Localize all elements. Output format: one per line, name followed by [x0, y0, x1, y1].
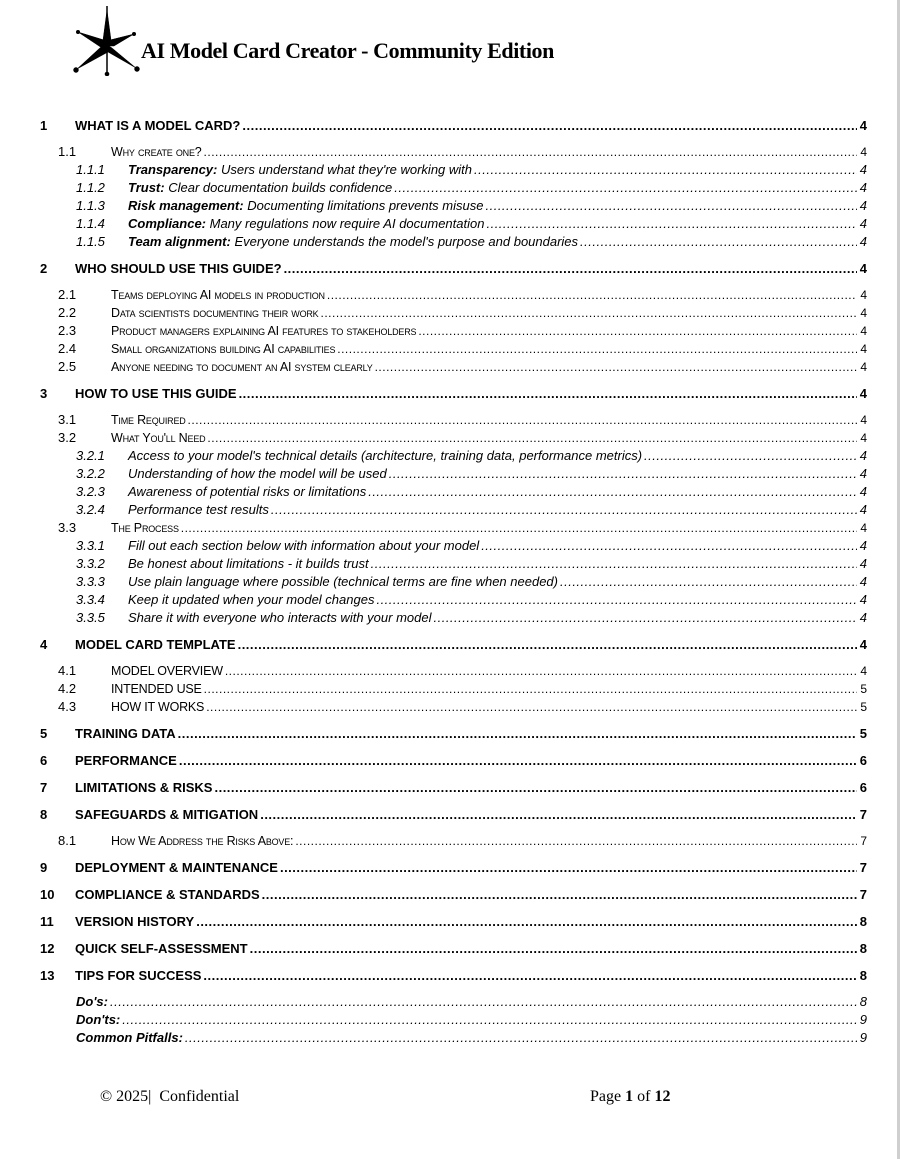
toc-entry-label: Risk management:: [128, 198, 244, 213]
toc-entry-number: 4.1: [58, 663, 77, 678]
toc-dot-leader: [262, 886, 857, 904]
toc-dot-leader: [375, 358, 857, 376]
toc-entry-label: Don'ts:: [76, 1012, 121, 1027]
toc-entry-title: [128, 215, 484, 233]
toc-entry-label: Common Pitfalls:: [76, 1030, 183, 1045]
toc-dot-leader: [481, 537, 857, 555]
toc-dot-leader: [280, 859, 857, 877]
toc-dot-leader: [371, 555, 857, 573]
toc-entry-number: 11: [40, 914, 54, 929]
toc-entry[interactable]: [40, 591, 867, 609]
toc-entry-number: 3: [40, 386, 48, 401]
page-total: 12: [654, 1088, 671, 1105]
toc-entry-number: 3.2.3: [76, 484, 105, 499]
toc-dot-leader: [250, 940, 857, 958]
toc-entry[interactable]: [40, 215, 867, 233]
toc-entry[interactable]: [40, 662, 867, 680]
toc-entry-title: [128, 501, 269, 519]
toc-entry[interactable]: [40, 197, 867, 215]
toc-entry[interactable]: [40, 537, 867, 555]
toc-entry-title: [76, 993, 108, 1011]
toc-dot-leader: [203, 967, 857, 985]
toc-entry[interactable]: [40, 680, 867, 698]
toc-entry-label: Do's:: [76, 994, 108, 1009]
toc-dot-leader: [238, 636, 857, 654]
toc-dot-leader: [368, 483, 857, 501]
toc-entry-text: Everyone understands the model's purpose and boundaries: [230, 234, 579, 249]
toc-entry-label: Team alignment:: [128, 234, 231, 249]
toc-entry-title: [76, 1011, 120, 1029]
toc-entry[interactable]: [40, 447, 867, 465]
toc-entry-text: Keep it updated when your model changes: [128, 592, 375, 607]
toc-entry-title: SAFEGUARDS & MITIGATION: [75, 807, 259, 822]
toc-entry-number: 2: [40, 261, 48, 276]
toc-entry-title: The Process: [111, 521, 179, 535]
toc-entry-title: How We Address the Risks Above:: [111, 834, 294, 848]
toc-dot-leader: [196, 913, 857, 931]
toc-page-number: 6: [859, 753, 867, 768]
toc-dot-leader: [389, 465, 857, 483]
table-of-contents: [40, 117, 867, 1047]
toc-entry-number: 4: [40, 637, 48, 652]
toc-entry-number: 3.3.2: [76, 556, 105, 571]
toc-page-number: 4: [859, 448, 867, 463]
toc-entry-title: TRAINING DATA: [75, 726, 176, 741]
toc-page-number: 4: [860, 360, 867, 374]
toc-entry[interactable]: [40, 698, 867, 716]
toc-page-number: 9: [859, 1030, 867, 1045]
toc-dot-leader: [337, 340, 857, 358]
toc-page-number: 4: [859, 592, 867, 607]
toc-entry-title: [76, 1029, 183, 1047]
toc-entry-title: Product managers explaining AI features to stakeholders: [111, 324, 417, 338]
toc-page-number: 8: [859, 941, 867, 956]
toc-page-number: 4: [860, 145, 867, 159]
toc-entry[interactable]: [40, 555, 867, 573]
toc-page-number: 5: [860, 700, 867, 714]
toc-entry-title: [128, 465, 387, 483]
toc-entry-title: PERFORMANCE: [75, 753, 177, 768]
toc-entry-number: 7: [40, 780, 48, 795]
toc-entry-number: 2.3: [58, 323, 77, 338]
toc-dot-leader: [486, 215, 857, 233]
toc-page-number: 4: [859, 502, 867, 517]
toc-entry[interactable]: [40, 725, 867, 743]
toc-entry-title: TIPS FOR SUCCESS: [75, 968, 202, 983]
toc-entry-title: WHAT IS A MODEL CARD?: [75, 118, 241, 133]
toc-entry-title: Anyone needing to document an AI system clearly: [111, 360, 373, 374]
toc-entry-title: [128, 179, 392, 197]
toc-entry-title: [128, 233, 578, 251]
toc-entry[interactable]: [40, 501, 867, 519]
toc-page-number: 9: [859, 1012, 867, 1027]
document-title: AI Model Card Creator - Community Edition: [141, 38, 554, 63]
toc-entry-title: Data scientists documenting their work: [111, 306, 319, 320]
toc-dot-leader: [260, 806, 857, 824]
toc-entry[interactable]: [40, 993, 867, 1011]
toc-page-number: 4: [860, 664, 867, 678]
toc-dot-leader: [321, 304, 858, 322]
toc-page-number: 4: [860, 342, 867, 356]
toc-entry-number: 4.2: [58, 681, 77, 696]
toc-entry-number: 6: [40, 753, 48, 768]
toc-entry-label: Compliance:: [128, 216, 207, 231]
toc-entry-number: 1.1.5: [76, 234, 105, 249]
toc-entry[interactable]: [40, 429, 867, 447]
toc-page-number: 5: [860, 682, 867, 696]
toc-entry-number: 3.2: [58, 430, 77, 445]
toc-entry-label: Transparency:: [128, 162, 218, 177]
toc-dot-leader: [122, 1011, 857, 1029]
toc-entry-number: 3.2.4: [76, 502, 105, 517]
toc-page-number: 4: [859, 180, 867, 195]
toc-page-number: 7: [859, 860, 867, 875]
toc-page-number: 7: [860, 834, 867, 848]
toc-entry[interactable]: [40, 967, 867, 985]
toc-dot-leader: [214, 779, 857, 797]
toc-dot-leader: [376, 591, 857, 609]
toc-dot-leader: [239, 385, 857, 403]
toc-entry-number: 10: [40, 887, 55, 902]
toc-entry[interactable]: [40, 179, 867, 197]
toc-entry[interactable]: [40, 913, 867, 931]
toc-entry-text: Users understand what they're working with: [217, 162, 473, 177]
toc-entry-title: VERSION HISTORY: [75, 914, 195, 929]
toc-entry-title: [128, 537, 479, 555]
toc-entry-title: [128, 447, 642, 465]
toc-page-number: 4: [860, 413, 867, 427]
toc-entry-title: DEPLOYMENT & MAINTENANCE: [75, 860, 278, 875]
toc-page-number: 4: [859, 261, 867, 276]
toc-entry[interactable]: [40, 779, 867, 797]
toc-entry-title: HOW IT WORKS: [111, 700, 205, 714]
toc-entry-text: Be honest about limitations - it builds trust: [128, 556, 369, 571]
toc-entry-number: 3.2.1: [76, 448, 105, 463]
toc-dot-leader: [271, 501, 857, 519]
toc-entry-title: Teams deploying AI models in production: [111, 288, 325, 302]
toc-entry-number: 2.4: [58, 341, 77, 356]
toc-entry-number: 12: [40, 941, 55, 956]
toc-entry-number: 1: [40, 118, 48, 133]
toc-entry-number: 2.2: [58, 305, 77, 320]
toc-entry-number: 8.1: [58, 833, 77, 848]
toc-entry[interactable]: [40, 358, 867, 376]
toc-entry-number: 3.3.4: [76, 592, 105, 607]
toc-page-number: 4: [859, 162, 867, 177]
compass-star-icon: [72, 4, 142, 76]
toc-page-number: 4: [859, 538, 867, 553]
toc-entry-number: 1.1: [58, 144, 77, 159]
toc-page-number: 7: [859, 887, 867, 902]
toc-entry-number: 5: [40, 726, 48, 741]
toc-dot-leader: [295, 832, 857, 850]
toc-entry[interactable]: [40, 260, 867, 278]
toc-entry-number: 3.1: [58, 412, 77, 427]
toc-entry[interactable]: [40, 465, 867, 483]
toc-entry-number: 8: [40, 807, 48, 822]
toc-entry[interactable]: [40, 940, 867, 958]
toc-page-number: 4: [859, 216, 867, 231]
toc-dot-leader: [225, 662, 857, 680]
toc-page-number: 4: [860, 288, 867, 302]
toc-entry-number: 3.3.3: [76, 574, 105, 589]
toc-dot-leader: [485, 197, 857, 215]
toc-entry-title: HOW TO USE THIS GUIDE: [75, 386, 237, 401]
toc-entry[interactable]: [40, 609, 867, 627]
toc-entry-title: [128, 197, 483, 215]
toc-entry[interactable]: [40, 161, 867, 179]
toc-entry[interactable]: [40, 806, 867, 824]
toc-page-number: 5: [859, 726, 867, 741]
toc-entry-number: 9: [40, 860, 48, 875]
toc-entry-title: [128, 573, 558, 591]
document-header: [72, 4, 632, 76]
toc-entry-title: [128, 609, 431, 627]
of-word: of: [637, 1088, 651, 1105]
toc-entry-title: QUICK SELF-ASSESSMENT: [75, 941, 248, 956]
toc-dot-leader: [474, 161, 857, 179]
toc-entry[interactable]: [40, 573, 867, 591]
toc-entry-text: Many regulations now require AI documentation: [206, 216, 485, 231]
toc-entry[interactable]: [40, 483, 867, 501]
toc-entry-text: Awareness of potential risks or limitations: [128, 484, 367, 499]
toc-entry-title: Time Required: [111, 413, 186, 427]
toc-entry-number: 1.1.1: [76, 162, 105, 177]
toc-dot-leader: [179, 752, 857, 770]
toc-dot-leader: [560, 573, 857, 591]
toc-entry-number: 1.1.2: [76, 180, 105, 195]
toc-entry-title: [128, 555, 369, 573]
confidential-label: Confidential: [159, 1088, 240, 1105]
toc-dot-leader: [206, 698, 857, 716]
toc-page-number: 4: [859, 574, 867, 589]
toc-entry[interactable]: [40, 117, 867, 135]
toc-entry[interactable]: [40, 886, 867, 904]
toc-entry-label: Trust:: [128, 180, 165, 195]
toc-entry[interactable]: [40, 752, 867, 770]
toc-entry-title: MODEL OVERVIEW: [111, 664, 223, 678]
toc-entry-title: WHO SHOULD USE THIS GUIDE?: [75, 261, 282, 276]
toc-entry[interactable]: [40, 304, 867, 322]
toc-dot-leader: [394, 179, 857, 197]
page-word: Page: [590, 1088, 622, 1105]
toc-dot-leader: [433, 609, 857, 627]
toc-entry-text: Share it with everyone who interacts with your model: [128, 610, 432, 625]
toc-entry[interactable]: [40, 411, 867, 429]
toc-page-number: 4: [859, 198, 867, 213]
toc-page-number: 4: [859, 556, 867, 571]
toc-dot-leader: [178, 725, 857, 743]
toc-entry-title: Why create one?: [111, 145, 202, 159]
toc-dot-leader: [204, 143, 857, 161]
toc-entry-text: Documenting limitations prevents misuse: [243, 198, 484, 213]
toc-page-number: 8: [859, 994, 867, 1009]
toc-entry-text: Use plain language where possible (technical terms are fine when needed): [128, 574, 558, 589]
toc-entry-number: 2.5: [58, 359, 77, 374]
toc-page-number: 4: [859, 234, 867, 249]
toc-dot-leader: [644, 447, 857, 465]
toc-entry[interactable]: [40, 322, 867, 340]
toc-entry[interactable]: [40, 143, 867, 161]
toc-entry[interactable]: [40, 233, 867, 251]
toc-entry-number: 3.2.2: [76, 466, 105, 481]
toc-entry-title: Small organizations building AI capabilities: [111, 342, 336, 356]
footer-left: [100, 1088, 239, 1106]
toc-page-number: 4: [859, 610, 867, 625]
toc-entry[interactable]: [40, 859, 867, 877]
toc-dot-leader: [284, 260, 857, 278]
toc-entry-number: 1.1.3: [76, 198, 105, 213]
toc-entry[interactable]: [40, 519, 867, 537]
page-current: 1: [625, 1088, 634, 1105]
toc-entry[interactable]: [40, 1029, 867, 1047]
toc-dot-leader: [204, 680, 857, 698]
toc-entry-text: Clear documentation builds confidence: [164, 180, 393, 195]
toc-entry-title: INTENDED USE: [111, 682, 202, 696]
toc-page-number: 4: [859, 466, 867, 481]
toc-dot-leader: [418, 322, 857, 340]
toc-entry[interactable]: [40, 385, 867, 403]
toc-dot-leader: [242, 117, 857, 135]
toc-page-number: 4: [859, 637, 867, 652]
page-number: [590, 1088, 670, 1106]
toc-entry-number: 3.3: [58, 520, 77, 535]
toc-dot-leader: [327, 286, 857, 304]
toc-page-number: 6: [859, 780, 867, 795]
toc-entry-title: LIMITATIONS & RISKS: [75, 780, 213, 795]
toc-entry-text: Access to your model's technical details (architecture, training data, performance metrics): [128, 448, 643, 463]
copyright-text: © 2025: [100, 1088, 149, 1105]
toc-entry-title: What You'll Need: [111, 431, 206, 445]
toc-dot-leader: [181, 519, 857, 537]
toc-entry-title: MODEL CARD TEMPLATE: [75, 637, 236, 652]
toc-page-number: 4: [860, 431, 867, 445]
toc-page-number: 4: [859, 118, 867, 133]
toc-entry[interactable]: [40, 340, 867, 358]
toc-entry-title: [128, 483, 366, 501]
toc-page-number: 8: [859, 968, 867, 983]
toc-dot-leader: [188, 411, 857, 429]
footer-separator: |: [148, 1088, 152, 1105]
toc-page-number: 4: [859, 386, 867, 401]
toc-entry-number: 13: [40, 968, 55, 983]
toc-entry-number: 3.3.1: [76, 538, 105, 553]
toc-entry-number: 4.3: [58, 699, 77, 714]
toc-entry-title: COMPLIANCE & STANDARDS: [75, 887, 260, 902]
toc-entry[interactable]: [40, 286, 867, 304]
toc-entry[interactable]: [40, 1011, 867, 1029]
toc-page-number: 7: [859, 807, 867, 822]
toc-entry-text: Fill out each section below with information about your model: [128, 538, 480, 553]
toc-entry-number: 2.1: [58, 287, 77, 302]
toc-entry[interactable]: [40, 636, 867, 654]
toc-dot-leader: [110, 993, 857, 1011]
toc-dot-leader: [185, 1029, 857, 1047]
toc-page-number: 8: [859, 914, 867, 929]
toc-page-number: 4: [860, 324, 867, 338]
toc-page-number: 4: [860, 521, 867, 535]
toc-entry-title: [128, 161, 472, 179]
toc-dot-leader: [580, 233, 857, 251]
toc-entry-text: Performance test results: [128, 502, 269, 517]
toc-dot-leader: [207, 429, 857, 447]
toc-entry-title: [128, 591, 374, 609]
toc-entry[interactable]: [40, 832, 867, 850]
toc-entry-number: 3.3.5: [76, 610, 105, 625]
toc-page-number: 4: [859, 484, 867, 499]
toc-page-number: 4: [860, 306, 867, 320]
toc-entry-text: Understanding of how the model will be used: [128, 466, 387, 481]
toc-entry-number: 1.1.4: [76, 216, 105, 231]
